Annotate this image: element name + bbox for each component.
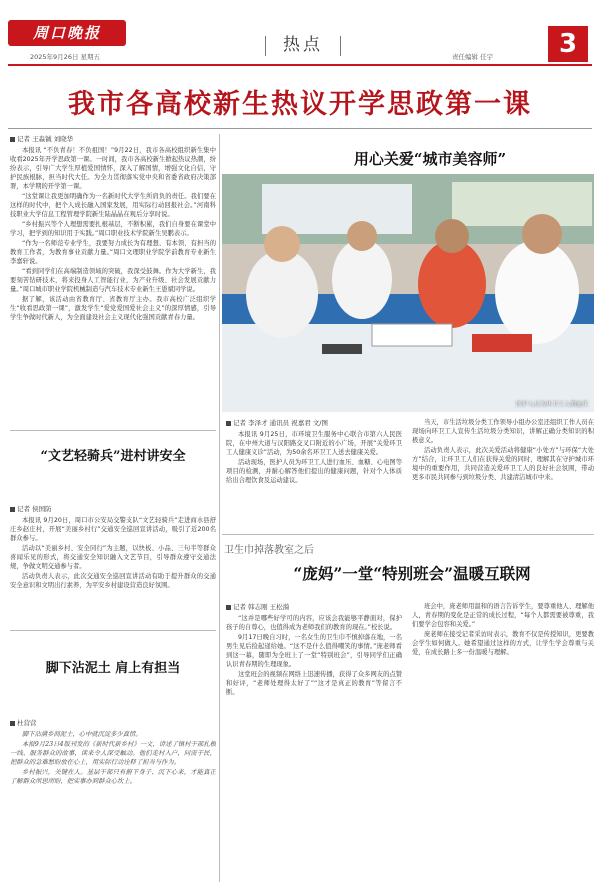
story1-body [10,146,216,424]
masthead-rule [8,64,592,66]
story1-paragraph: 据了解，该活动由省教育厅、省教育厅主办。我市高校广泛组织学生“收看思政第一课”，激发学生“爱党爱国爱社会主义”的深厚情感，引导学生争做时代新人，为全面建设社会主义现代化强国贡献青春力量。 [10,296,216,321]
story1-byline: 记者 王淼铖 刘晓华 [10,134,73,143]
story5-paragraph: 乡村振兴，关键在人。基层干部只有俯下身子、沉下心来，才能真正了解群众所思所盼，把实事办到群众心坎上。 [10,769,216,785]
story3-body-right [412,602,594,882]
story4-paragraph: 活动负责人表示，此次交通安全巡回宣讲活动有助于提升群众的交通安全意识和文明出行素养，为平安乡村建设营造良好氛围。 [10,573,216,589]
section-divider [222,534,594,535]
story1-paragraph: “乡村振兴等个人理想需要扎根基层，不断积累，我们自身要在课堂中学习，把学到的知识用于实践。”周口职业技术学院新生吴鹏表示。 [10,221,216,237]
story1-paragraph: “这堂课让我更加明确作为一名新时代大学生所肩负的责任。我们要在这样的时代中，把个人成长融入国家发展，用实际行动回报社会。”河南科技职业大学信息工程管理学院新生陆晶晶在观后分享时说。 [10,193,216,218]
page-headline: 我市各高校新生热议开学思政第一课 [68,89,532,120]
story4-byline: 记者 侯国防 [10,504,52,513]
story3-paragraph: “这并是哪些好学可的内容，应该会我能够平静面对，保护孩子的自尊心，也值得成为老师我们的教育的现在。”校长说。 [226,615,402,631]
story5-byline: 杜营营 [10,718,37,727]
issue-date: 2025年9月26日 星期五 [30,53,101,61]
story2-body-right [412,418,594,530]
story4-paragraph: 本报讯 9月20日，周口市公安局交警支队“文艺轻骑兵”走进商水县舒庄乡赵庄村，开展“美丽乡村行”交通安全巡回宣讲活动，吸引了近200名群众参与。 [10,517,216,542]
story3-paragraph: 9月17日晚自习时，一名女生的卫生巾不慎掉落在地，一名男生见后捡起递给她。“这不是什么值得嘲笑的事情。”庞老师看到这一幕，随即为全班上了一堂“特别班会”，引导同学们正确认识青春期的生理现象。 [226,634,402,668]
story4-paragraph: 活动以“美丽乡村、安全同行”为主题，以快板、小品、三句半等群众喜闻乐见的形式，将交通安全知识融入文艺节目，引导群众遵守交通法规，争做文明交通参与者。 [10,545,216,570]
story2-photo [222,174,594,412]
photo-caption: 医护人员为环卫工人测血压 [515,401,588,408]
story2-body-left [226,430,402,530]
section-divider [10,430,216,431]
column-divider [219,134,220,882]
story3-title: “庞妈”一堂“特别班会”温暖互联网 [293,564,531,583]
newspaper-logo [8,20,126,46]
story2-paragraph: 本报讯 9月25日，市环境卫生服务中心联合市第六人民医院，在中州大道与汉阳路交叉口附近的小广场，开展“关爱环卫工人健康义诊”活动，为50余名环卫工人送去健康关爱。 [226,431,402,456]
headline-rule [8,128,592,129]
story2-paragraph: 当天，市生活垃圾分类工作领导小组办公室还组织工作人员在现场向环卫工人宣传生活垃圾分类知识，讲解正确分类知识的积极意义。 [412,419,594,444]
story3-paragraph: 班会中，庞老师用温和的语言告诉学生，要尊重他人、理解他人，青春期的变化是正常的成长过程，“每个人都需要被尊重，我们要学会包容和关爱。” [412,603,594,628]
story2-byline: 记者 李泽才 通讯员 祝嘉君 文/图 [226,418,328,427]
story2-title: 用心关爱“城市美容师” [353,150,507,168]
logo-text: 周口晚报 [32,24,101,42]
editor-credit: 责任编辑 任宇 [452,53,494,61]
story1-paragraph: “作为一名师范专业学生，我要努力成长为有理想、有本领、有担当的教育工作者，为教育事业贡献力量。”周口文理职业学院学前教育专业新生李嘉轩说。 [10,240,216,265]
story4-title-text: “文艺轻骑兵”进村讲安全 [40,449,186,464]
section-name: 热点 [283,35,323,55]
story5-paragraph: 脚下沾满乡间泥土，心中就沉淀多少真情。 [22,731,142,738]
story4-body [10,516,216,624]
story3-paragraph: 这堂班会的视频在网络上迅速传播，获得了众多网友的点赞和好评，“老师处理得太好了”“这才是真正的教育”等留言不断。 [226,671,402,696]
story2-paragraph: 活动负责人表示，此次关爱活动将健康“小处方”与环保“大处方”结合，让环卫工人们在获得关爱的同时，理解其在守护城市环境中的重要作用，共同营造关爱环卫工人的良好社会氛围，带动更多市民共同参与到垃圾分类、共建清洁城市中来。 [412,447,594,481]
page-number: 3 [548,26,588,62]
section-divider-right [340,36,341,56]
story3-paragraph: 庞老师在接受记者采访时表示，教育不仅是传授知识，更要教会学生如何做人。她希望通过这样的方式，让学生学会尊重与关爱，在成长路上多一份温暖与理解。 [412,631,594,656]
story5-title-text: 脚下沾泥土 肩上有担当 [45,661,181,676]
section-divider [10,630,216,631]
section-divider-left [265,36,266,56]
story1-paragraph: 本报讯 “不负青春！不负祖国！”9月22日，我市各高校组织新生集中收看2025年开学思政第一课。一时间，我市各高校新生掀起热议热潮，纷纷表示，引导广大学生厚植爱国情怀，深入了解国情，增强文化自信，守护民族根脉，担当时代大任。为全力贯彻落实党中央和省委省政府决策部署，本学期的开学第一课。 [10,147,216,190]
story5-body [10,730,216,882]
masthead [0,0,600,68]
story2-paragraph: 活动现场，医护人员为环卫工人进行血压、血糖、心电图等项目的检测，并耐心解答他们提出的健康问题，针对个人体质给出合理饮食及运动建议。 [226,459,402,484]
story1-paragraph: “看到同学们在高端制造领域的突破，我深受鼓舞。作为大学新生，我要刻苦钻研技术，将来投身人工智能行业，为产业升级、社会发展贡献力量。”周口城市职业学院机械制造与汽车技术专业新生王愚斌同学说。 [10,268,216,293]
story4-title [10,448,216,466]
story3-body-left [226,614,402,882]
story5-paragraph: 本报9月23日4版刊发的《新时代新乡村》一文，讲述了镇村干部扎根一线、服务群众的故事，读来令人深受触动。他们走村入户，问需于民，把群众的急难愁盼放在心上，用实际行动诠释了担当与作为。 [10,741,216,766]
photo-illustration [222,174,594,412]
story3-byline: 记者 韩志刚 王松漪 [226,602,289,611]
story5-title [30,660,196,678]
story3-kicker: 卫生巾掉落教室之后 [224,545,314,556]
